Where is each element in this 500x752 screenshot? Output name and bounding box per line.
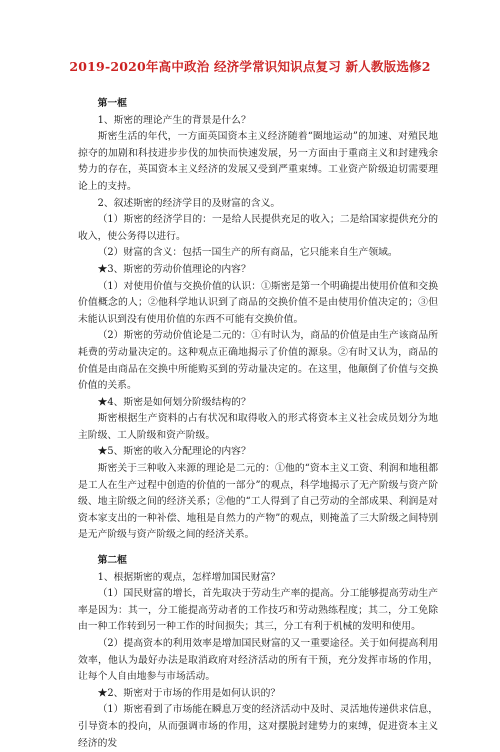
question-text: ★2、斯密对于市场的作用是如何认识的？ — [97, 687, 281, 699]
paragraph: 斯密生活的年代，一方面英国资本主义经济随着“圈地运动”的加速、对殖民地掠夺的加剧和科技进步步伐的加快而快速发展，另一方面由于重商主义和封建残余势力的存在，英国资本主义经济的发展又受到严重束缚。工业资产阶级迫切需要理论上的支持。 — [78, 131, 438, 192]
section-heading: 第二框 — [97, 555, 127, 567]
section-gap — [78, 544, 438, 553]
section-heading: 第一框 — [97, 98, 127, 109]
paragraph: 斯密根据生产资料的占有状况和取得收入的形式将资本主义社会成员划分为地主阶级、工人阶级和资产阶级。 — [78, 413, 438, 441]
question-text: ★4、斯密是如何划分阶级结构的？ — [97, 396, 251, 408]
paragraph: （1）对使用价值与交换价值的认识：①斯密是第一个明确提出使用价值和交换价值概念的人；②他科学地认识到了商品的交换价值不是由使用价值决定的；③但未能认识到没有使用价值的东西不可能有交换价值。 — [78, 280, 438, 325]
paragraph: （1）国民财富的增长，首先取决于劳动生产率的提高。分工能够提高劳动生产率是因为：其一，分工能提高劳动者的工作技巧和劳动熟练程度；其二，分工免除由一种工作转到另一种工作的时间损失；其三，分工有利于机械的发明和使用。 — [78, 588, 438, 633]
question-text: 1、根据斯密的观点，怎样增加国民财富？ — [97, 571, 281, 583]
paragraph: （1）斯密看到了市场能在瞬息万变的经济活动中及时、灵活地传递供求信息，引导资本的投向，从而强调市场的作用，这对摆脱封建势力的束缚，促进资本主义经济的发 — [78, 704, 438, 749]
question-text: 1、斯密的理论产生的背景是什么？ — [97, 114, 251, 126]
question-text: ★3、斯密的劳动价值理论的内容？ — [97, 263, 251, 275]
question-text: 2、叙述斯密的经济学目的及财富的含义。 — [97, 197, 281, 209]
question-text: ★5、斯密的收入分配理论的内容？ — [97, 446, 251, 458]
paragraph: （2）斯密的劳动价值论是二元的：①有时认为，商品的价值是由生产该商品所耗费的劳动量决定的。这种观点正确地揭示了价值的源泉。②有时又认为，商品的价值是由商品在交换中所能购买到的劳动量决定的。在这里，他颠倒了价值与交换价值的关系。 — [78, 330, 438, 392]
paragraph: （2）财富的含义：包括一国生产的所有商品，它只能来自生产领域。 — [97, 247, 398, 259]
paragraph: （2）提高资本的利用效率是增加国民财富的又一重要途径。关于如何提高利用效率，他认为最好办法是取消政府对经济活动的所有干预，充分发挥市场的作用，让每个人自由地参与市场活动。 — [78, 638, 438, 683]
document-body — [78, 96, 438, 752]
paragraph: 斯密关于三种收入来源的理论是二元的：①他的“资本主义工资、利润和地租都是工人在生产过程中创造的价值的一部分”的观点，科学地揭示了无产阶级与资产阶级、地主阶级之间的经济关系；②他的“工人得到了自己劳动的全部成果、利润是对资本家支出的一种补偿、地租是自然力的产物”的观点，则掩盖了三大阶级之间特别是无产阶级与资产阶级之间的经济关系。 — [78, 463, 438, 541]
document-title: 2019-2020年高中政治 经济学常识知识点复习 新人教版选修2 — [69, 59, 431, 74]
paragraph: （1）斯密的经济学目的：一是给人民提供充足的收入；二是给国家提供充分的收入，使公务得以进行。 — [78, 214, 438, 242]
